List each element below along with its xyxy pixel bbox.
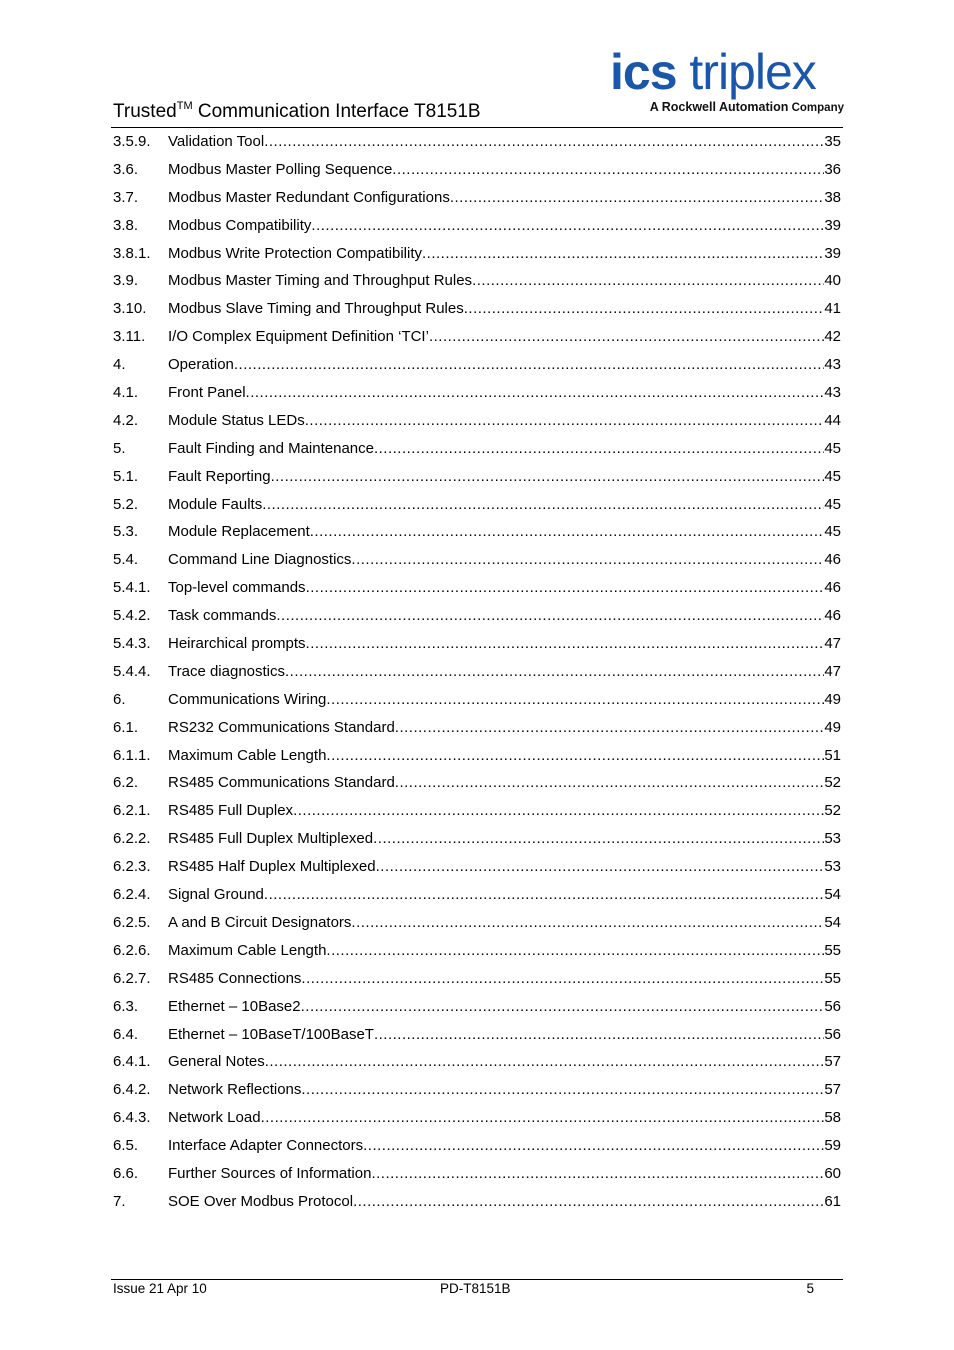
toc-leader-dots — [376, 853, 825, 881]
logo-tagline-main: A Rockwell Automation — [649, 100, 789, 114]
toc-entry[interactable] — [113, 686, 841, 714]
toc-leader-dots — [264, 128, 824, 156]
toc-entry-page: 39 — [824, 216, 841, 234]
toc-entry-number: 6. — [113, 690, 126, 708]
toc-entry-number: 5.2. — [113, 495, 139, 513]
toc-entry-page: 51 — [824, 746, 841, 764]
toc-entry-number: 6.2. — [113, 774, 139, 792]
footer-issue: Issue 21 Apr 10 — [113, 1281, 207, 1296]
toc-entry-page: 43 — [824, 384, 841, 402]
toc-leader-dots — [234, 351, 824, 379]
toc-entry-page: 60 — [824, 1164, 841, 1182]
toc-leader-dots — [472, 267, 824, 295]
toc-entry-title: Command Line Diagnostics — [168, 551, 352, 569]
toc-entry-number: 6.4.1. — [113, 1053, 151, 1071]
toc-entry-number: 5. — [113, 439, 126, 457]
toc-entry-title: SOE Over Modbus Protocol — [168, 1192, 354, 1210]
toc-entry-number: 3.5.9. — [113, 133, 151, 150]
toc-entry-number: 6.2.4. — [113, 886, 151, 904]
toc-entry-number: 5.4.2. — [113, 607, 151, 625]
toc-leader-dots — [374, 435, 824, 463]
toc-entry[interactable] — [113, 1021, 841, 1049]
toc-entry[interactable] — [113, 1132, 841, 1160]
toc-entry[interactable] — [113, 435, 841, 463]
toc-entry-title: Fault Finding and Maintenance — [168, 439, 374, 457]
toc-leader-dots — [261, 1104, 825, 1132]
toc-entry-number: 3.8. — [113, 216, 139, 234]
toc-leader-dots — [326, 937, 824, 965]
toc-entry[interactable] — [113, 546, 841, 574]
logo-ics: ics — [610, 44, 677, 100]
toc-entry-title: I/O Complex Equipment Definition ‘TCI’ — [168, 328, 429, 346]
toc-leader-dots — [265, 1048, 825, 1076]
toc-leader-dots — [429, 323, 824, 351]
toc-entry[interactable] — [113, 1104, 841, 1132]
footer-rule — [111, 1279, 843, 1280]
toc-entry[interactable] — [113, 1048, 841, 1076]
toc-leader-dots — [246, 379, 825, 407]
toc-entry-number: 3.9. — [113, 272, 139, 290]
toc-entry-title: Network Reflections — [168, 1081, 302, 1099]
toc-entry-page: 56 — [824, 997, 841, 1015]
toc-leader-dots — [351, 909, 824, 937]
toc-entry-number: 5.1. — [113, 467, 139, 485]
toc-entry-page: 44 — [824, 411, 841, 429]
toc-entry-page: 39 — [824, 244, 841, 262]
toc-entry-title: Front Panel — [168, 384, 246, 402]
toc-entry-page: 35 — [824, 133, 841, 150]
toc-entry-title: RS485 Half Duplex Multiplexed — [168, 858, 376, 876]
toc-entry[interactable] — [113, 769, 841, 797]
toc-leader-dots — [264, 881, 824, 909]
toc-entry[interactable] — [113, 714, 841, 742]
logo-tagline — [650, 100, 844, 114]
toc-entry-number: 5.4.3. — [113, 635, 151, 653]
toc-entry-number: 3.11. — [113, 328, 146, 346]
toc-leader-dots — [276, 602, 824, 630]
toc-entry-title: Heirarchical prompts — [168, 635, 306, 653]
toc-entry-title: Signal Ground — [168, 886, 264, 904]
toc-entry-number: 6.2.6. — [113, 941, 151, 959]
toc-entry-number: 6.4.2. — [113, 1081, 151, 1099]
toc-entry[interactable] — [113, 351, 841, 379]
toc-leader-dots — [395, 769, 825, 797]
toc-entry[interactable] — [113, 1188, 841, 1216]
toc-entry-page: 54 — [824, 913, 841, 931]
ics-triplex-logo — [610, 42, 844, 120]
toc-entry[interactable] — [113, 518, 841, 546]
toc-entry[interactable] — [113, 937, 841, 965]
toc-entry-number: 4.1. — [113, 384, 139, 402]
toc-entry[interactable] — [113, 212, 841, 240]
toc-entry-number: 5.4.1. — [113, 579, 151, 597]
toc-entry[interactable] — [113, 1160, 841, 1188]
toc-entry-page: 38 — [824, 188, 841, 206]
toc-entry-page: 61 — [824, 1192, 841, 1210]
toc-entry-page: 52 — [824, 802, 841, 820]
toc-entry-title: Network Load — [168, 1109, 261, 1127]
toc-entry[interactable] — [113, 825, 841, 853]
toc-entry-page: 54 — [824, 886, 841, 904]
toc-entry-page: 59 — [824, 1137, 841, 1155]
toc-entry[interactable] — [113, 909, 841, 937]
toc-leader-dots — [371, 1160, 824, 1188]
toc-entry[interactable] — [113, 156, 841, 184]
toc-entry-title: Fault Reporting — [168, 467, 271, 485]
toc-entry[interactable] — [113, 965, 841, 993]
toc-entry-page: 53 — [824, 858, 841, 876]
toc-entry-title: Validation Tool — [168, 133, 265, 150]
toc-entry-number: 6.2.5. — [113, 913, 151, 931]
toc-entry-number: 5.4. — [113, 551, 139, 569]
toc-entry[interactable] — [113, 267, 841, 295]
toc-entry-title: Operation — [168, 356, 234, 374]
toc-entry-number: 6.5. — [113, 1137, 139, 1155]
toc-entry-title: Modbus Compatibility — [168, 216, 312, 234]
toc-entry[interactable] — [113, 881, 841, 909]
toc-leader-dots — [305, 407, 825, 435]
toc-entry-number: 5.4.4. — [113, 662, 151, 680]
table-of-contents — [113, 128, 841, 1216]
document-title — [113, 97, 481, 127]
toc-entry-title: Module Faults — [168, 495, 263, 513]
footer-page-number: 5 — [806, 1281, 814, 1296]
toc-leader-dots — [373, 825, 824, 853]
toc-leader-dots — [310, 518, 825, 546]
toc-entry-page: 46 — [824, 551, 841, 569]
toc-entry-title: Communications Wiring — [168, 690, 327, 708]
toc-entry-number: 6.2.1. — [113, 802, 151, 820]
toc-entry-number: 6.3. — [113, 997, 139, 1015]
toc-entry-page: 45 — [824, 467, 841, 485]
toc-entry-page: 57 — [824, 1053, 841, 1071]
toc-entry-number: 4. — [113, 356, 126, 374]
toc-entry-number: 3.6. — [113, 160, 139, 178]
toc-entry-title: General Notes — [168, 1053, 265, 1071]
toc-entry-number: 6.1. — [113, 718, 139, 736]
toc-entry[interactable] — [113, 574, 841, 602]
toc-entry[interactable] — [113, 184, 841, 212]
toc-entry-number: 6.4. — [113, 1025, 139, 1043]
toc-entry[interactable] — [113, 993, 841, 1021]
toc-entry-title: A and B Circuit Designators — [168, 913, 352, 931]
toc-entry-page: 49 — [824, 718, 841, 736]
toc-entry-title: Modbus Master Polling Sequence — [168, 160, 393, 178]
toc-entry-title: RS485 Communications Standard — [168, 774, 395, 792]
toc-entry-page: 46 — [824, 579, 841, 597]
toc-leader-dots — [262, 491, 824, 519]
toc-leader-dots — [374, 1021, 824, 1049]
toc-leader-dots — [311, 212, 824, 240]
toc-entry-page: 55 — [824, 969, 841, 987]
toc-entry-page: 43 — [824, 356, 841, 374]
toc-entry[interactable] — [113, 295, 841, 323]
toc-entry-number: 3.7. — [113, 188, 139, 206]
logo-triplex: triplex — [676, 44, 816, 100]
toc-entry-title: Module Status LEDs — [168, 411, 305, 429]
toc-leader-dots — [353, 1188, 824, 1216]
toc-entry-page: 47 — [824, 662, 841, 680]
toc-leader-dots — [306, 630, 825, 658]
toc-entry[interactable] — [113, 379, 841, 407]
toc-entry[interactable] — [113, 602, 841, 630]
toc-leader-dots — [363, 1132, 824, 1160]
toc-entry-number: 6.2.2. — [113, 830, 151, 848]
toc-leader-dots — [351, 546, 824, 574]
toc-entry-title: RS485 Full Duplex Multiplexed — [168, 830, 374, 848]
toc-entry-title: Maximum Cable Length — [168, 941, 327, 959]
toc-entry-title: Modbus Write Protection Compatibility — [168, 244, 422, 262]
toc-entry-page: 49 — [824, 690, 841, 708]
toc-entry-title: Modbus Master Timing and Throughput Rules — [168, 272, 473, 290]
toc-entry-number: 7. — [113, 1192, 126, 1210]
toc-entry-number: 4.2. — [113, 411, 139, 429]
toc-leader-dots — [392, 156, 824, 184]
toc-entry[interactable] — [113, 407, 841, 435]
toc-leader-dots — [271, 463, 825, 491]
toc-leader-dots — [293, 797, 824, 825]
toc-entry-page: 45 — [824, 523, 841, 541]
toc-entry-number: 6.6. — [113, 1164, 139, 1182]
toc-leader-dots — [326, 742, 824, 770]
toc-entry-title: Ethernet – 10BaseT/100BaseT — [168, 1025, 374, 1043]
toc-entry-page: 58 — [824, 1109, 841, 1127]
toc-entry-page: 47 — [824, 635, 841, 653]
title-prefix: Trusted — [113, 101, 177, 122]
toc-entry-number: 3.8.1. — [113, 244, 151, 262]
toc-entry-title: RS485 Connections — [168, 969, 302, 987]
toc-entry-number: 5.3. — [113, 523, 139, 541]
toc-leader-dots — [285, 658, 824, 686]
toc-entry[interactable] — [113, 323, 841, 351]
toc-entry-title: Top-level commands — [168, 579, 306, 597]
toc-entry[interactable] — [113, 463, 841, 491]
toc-leader-dots — [301, 965, 824, 993]
footer-document-id: PD-T8151B — [440, 1281, 511, 1296]
toc-entry-title: RS485 Full Duplex — [168, 802, 294, 820]
toc-entry-title: RS232 Communications Standard — [168, 718, 395, 736]
toc-entry-page: 36 — [824, 160, 841, 178]
toc-entry-title: Further Sources of Information — [168, 1164, 372, 1182]
toc-entry-page: 45 — [824, 439, 841, 457]
toc-entry[interactable] — [113, 853, 841, 881]
logo-wordmark — [610, 42, 816, 102]
toc-leader-dots — [306, 574, 825, 602]
toc-entry-title: Modbus Master Redundant Configurations — [168, 188, 450, 206]
toc-entry-number: 6.1.1. — [113, 746, 151, 764]
toc-entry-page: 57 — [824, 1081, 841, 1099]
toc-leader-dots — [464, 295, 825, 323]
logo-tagline-company: Company — [788, 102, 844, 114]
toc-leader-dots — [395, 714, 825, 742]
toc-entry-page: 52 — [824, 774, 841, 792]
toc-leader-dots — [422, 240, 824, 268]
toc-entry[interactable] — [113, 742, 841, 770]
toc-entry-page: 56 — [824, 1025, 841, 1043]
toc-entry-page: 53 — [824, 830, 841, 848]
toc-entry-title: Trace diagnostics — [168, 662, 285, 680]
toc-entry-title: Maximum Cable Length — [168, 746, 327, 764]
toc-leader-dots — [326, 686, 824, 714]
toc-entry-page: 45 — [824, 495, 841, 513]
toc-entry[interactable] — [113, 491, 841, 519]
toc-entry[interactable] — [113, 797, 841, 825]
toc-entry-title: Task commands — [168, 607, 277, 625]
toc-entry-page: 42 — [824, 328, 841, 346]
toc-entry-title: Ethernet – 10Base2 — [168, 997, 301, 1015]
toc-entry[interactable] — [113, 1076, 841, 1104]
toc-entry-number: 6.2.7. — [113, 969, 151, 987]
page-footer — [113, 1281, 841, 1301]
toc-leader-dots — [450, 184, 824, 212]
toc-entry[interactable] — [113, 658, 841, 686]
toc-leader-dots — [301, 993, 825, 1021]
toc-entry-number: 6.2.3. — [113, 858, 151, 876]
toc-entry-title: Module Replacement — [168, 523, 310, 541]
toc-entry[interactable] — [113, 240, 841, 268]
toc-leader-dots — [301, 1076, 824, 1104]
toc-entry-page: 40 — [824, 272, 841, 290]
toc-entry-number: 3.10. — [113, 300, 147, 318]
trademark-superscript: TM — [176, 100, 193, 112]
toc-entry-number: 6.4.3. — [113, 1109, 151, 1127]
toc-entry[interactable] — [113, 128, 841, 156]
toc-entry-page: 55 — [824, 941, 841, 959]
toc-entry-title: Interface Adapter Connectors — [168, 1137, 364, 1155]
title-suffix: Communication Interface T8151B — [192, 101, 481, 122]
toc-entry-page: 46 — [824, 607, 841, 625]
toc-entry-page: 41 — [824, 300, 841, 318]
toc-entry[interactable] — [113, 630, 841, 658]
toc-entry-title: Modbus Slave Timing and Throughput Rules — [168, 300, 464, 318]
